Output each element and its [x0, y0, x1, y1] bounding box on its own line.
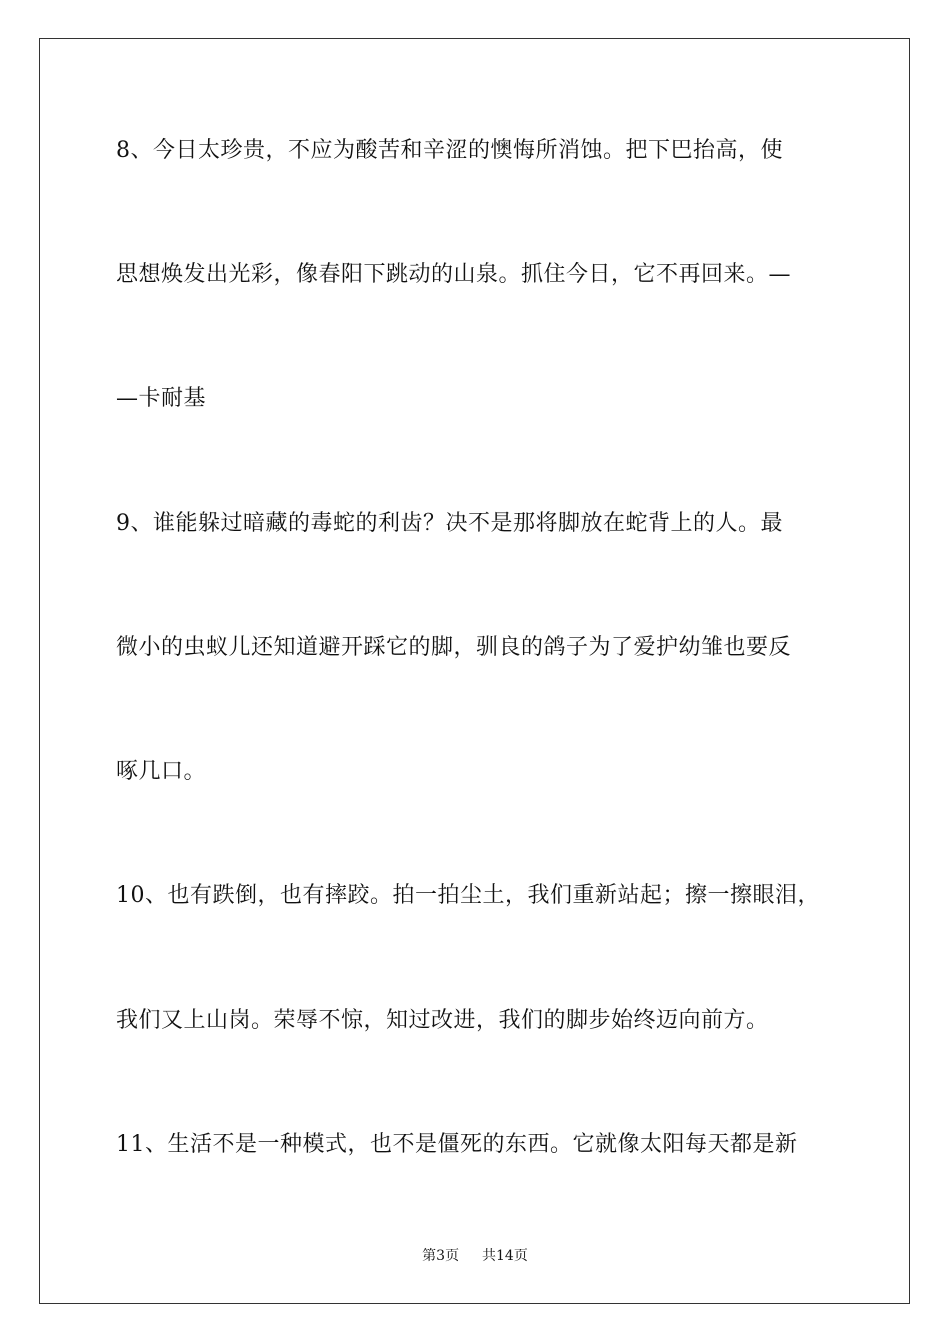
- page-border: [39, 38, 910, 1304]
- quote-9-line-1: 9、谁能躲过暗藏的毒蛇的利齿？决不是那将脚放在蛇背上的人。最: [116, 511, 783, 536]
- quote-8-line-2: 思想焕发出光彩，像春阳下跳动的山泉。抓住今日，它不再回来。—: [116, 262, 792, 287]
- page-number: 第3页: [422, 1248, 460, 1264]
- quote-8-line-1: 8、今日太珍贵，不应为酸苦和辛涩的懊悔所消蚀。把下巴抬高，使: [116, 138, 783, 163]
- quote-11-line-1: 11、生活不是一种模式，也不是僵死的东西。它就像太阳每天都是新: [116, 1132, 798, 1157]
- quote-9-line-2: 微小的虫蚁儿还知道避开踩它的脚，驯良的鸽子为了爱护幼雏也要反: [116, 635, 792, 660]
- page-total: 共14页: [482, 1248, 528, 1264]
- page-footer: [0, 1246, 950, 1266]
- quote-10-line-1: 10、也有跌倒，也有摔跤。拍一拍尘土，我们重新站起；擦一擦眼泪，: [116, 883, 820, 908]
- quote-9-line-3: 啄几口。: [116, 759, 207, 784]
- quote-8-attribution: —卡耐基: [116, 386, 207, 411]
- quote-10-line-2: 我们又上山岗。荣辱不惊，知过改进，我们的脚步始终迈向前方。: [116, 1008, 769, 1033]
